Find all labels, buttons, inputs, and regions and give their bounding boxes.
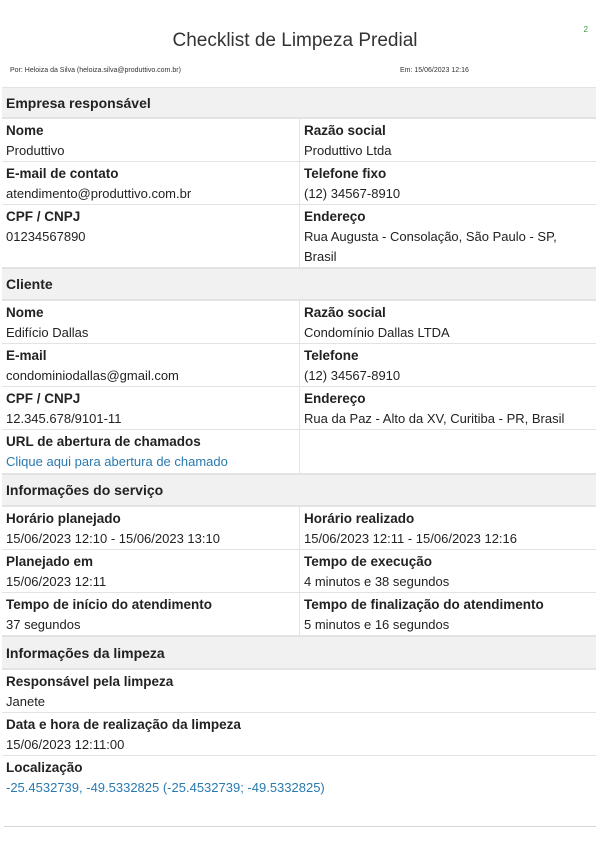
cliente-cpf-cell [2, 387, 299, 429]
field-label: CPF / CNPJ [6, 209, 81, 224]
field-label: Razão social [304, 123, 386, 138]
field-label: Nome [6, 305, 44, 320]
section-cliente: Cliente [2, 268, 596, 301]
cliente-row-3 [2, 387, 596, 430]
field-label: Data e hora de realização da limpeza [6, 717, 241, 732]
section-empresa: Empresa responsável [2, 87, 596, 119]
field-label: Horário realizado [304, 511, 415, 526]
cliente-email-cell [2, 344, 299, 386]
empresa-telefone-cell [299, 162, 596, 204]
cliente-row-2 [2, 344, 596, 387]
field-value: Produttivo Ltda [304, 143, 392, 158]
field-value: (12) 34567-8910 [304, 368, 401, 383]
field-value: 01234567890 [6, 229, 86, 244]
field-label: Telefone fixo [304, 166, 387, 181]
empresa-email-cell [2, 162, 299, 204]
field-value: 37 segundos [6, 617, 81, 632]
responsavel-cell [2, 670, 596, 712]
field-label: Responsável pela limpeza [6, 674, 174, 689]
field-label: Localização [6, 760, 83, 775]
data-limpeza-cell [2, 713, 596, 755]
cliente-row-1 [2, 301, 596, 344]
servico-row-1 [2, 507, 596, 550]
field-value: 15/06/2023 12:11 [6, 574, 107, 589]
field-value: Edifício Dallas [6, 325, 89, 340]
field-label: URL de abertura de chamados [6, 434, 201, 449]
cliente-url-cell [2, 430, 299, 473]
field-value: 15/06/2023 12:10 - 15/06/2023 13:10 [6, 531, 220, 546]
page-title: Checklist de Limpeza Predial [172, 30, 418, 51]
field-label: Endereço [304, 391, 366, 406]
field-value: Rua da Paz - Alto da XV, Curitiba - PR, Brasil [304, 411, 565, 426]
empresa-cpf-cell [2, 205, 299, 267]
field-value: atendimento@produttivo.com.br [6, 186, 192, 201]
localizacao-link[interactable]: -25.4532739, -49.5332825 (-25.4532739; -49.5332825) [6, 780, 325, 795]
field-label: E-mail [6, 348, 47, 363]
section-limpeza: Informações da limpeza [2, 636, 596, 670]
field-value: 4 minutos e 38 segundos [304, 574, 450, 589]
field-label: CPF / CNPJ [6, 391, 81, 406]
empresa-razao-cell [299, 119, 596, 161]
section-servico: Informações do serviço [2, 474, 596, 507]
field-label: Razão social [304, 305, 386, 320]
cliente-nome-cell [2, 301, 299, 343]
field-label: Endereço [304, 209, 366, 224]
page-number: 2 [583, 25, 588, 34]
localizacao-cell [2, 756, 596, 801]
empresa-row-1 [2, 119, 596, 162]
empresa-endereco-cell [299, 205, 596, 267]
field-label: Horário planejado [6, 511, 121, 526]
field-value: 15/06/2023 12:11 - 15/06/2023 12:16 [304, 531, 518, 546]
cliente-endereco-cell [299, 387, 596, 429]
cliente-telefone-cell [299, 344, 596, 386]
field-value: Produttivo [6, 143, 65, 158]
field-value: Condomínio Dallas LTDA [304, 325, 450, 340]
limpeza-row-3 [2, 756, 596, 801]
field-value: Brasil [304, 249, 337, 264]
empresa-nome-cell [2, 119, 299, 161]
field-label: Tempo de finalização do atendimento [304, 597, 544, 612]
limpeza-row-2 [2, 713, 596, 756]
horario-realizado-cell [299, 507, 596, 549]
abertura-chamado-link[interactable]: Clique aqui para abertura de chamado [6, 454, 228, 469]
field-value: Janete [6, 694, 46, 709]
field-value: (12) 34567-8910 [304, 186, 401, 201]
tempo-finalizacao-cell [299, 593, 596, 635]
horario-planejado-cell [2, 507, 299, 549]
servico-row-3 [2, 593, 596, 636]
field-label: Tempo de início do atendimento [6, 597, 213, 612]
servico-row-2 [2, 550, 596, 593]
cliente-row-4 [2, 430, 596, 474]
footer-divider [4, 826, 596, 827]
tempo-inicio-cell [2, 593, 299, 635]
field-label: Planejado em [6, 554, 94, 569]
field-label: Telefone [304, 348, 359, 363]
tempo-execucao-cell [299, 550, 596, 592]
field-value: 12.345.678/9101-11 [6, 411, 122, 426]
planejado-em-cell [2, 550, 299, 592]
checklist-content [2, 87, 596, 801]
field-value: 15/06/2023 12:11:00 [6, 737, 125, 752]
field-label: Nome [6, 123, 44, 138]
field-value: 5 minutos e 16 segundos [304, 617, 450, 632]
cliente-razao-cell [299, 301, 596, 343]
field-label: Tempo de execução [304, 554, 433, 569]
empresa-row-2 [2, 162, 596, 205]
empty-cell [299, 430, 596, 473]
field-label: E-mail de contato [6, 166, 119, 181]
field-value: Rua Augusta - Consolação, São Paulo - SP, [304, 229, 557, 244]
author-line: Por: Heloiza da Silva (heloiza.silva@produttivo.com.br) [10, 67, 181, 74]
empresa-row-3 [2, 205, 596, 268]
date-line: Em: 15/06/2023 12:16 [400, 67, 469, 74]
field-value: condominiodallas@gmail.com [6, 368, 179, 383]
limpeza-row-1 [2, 670, 596, 713]
